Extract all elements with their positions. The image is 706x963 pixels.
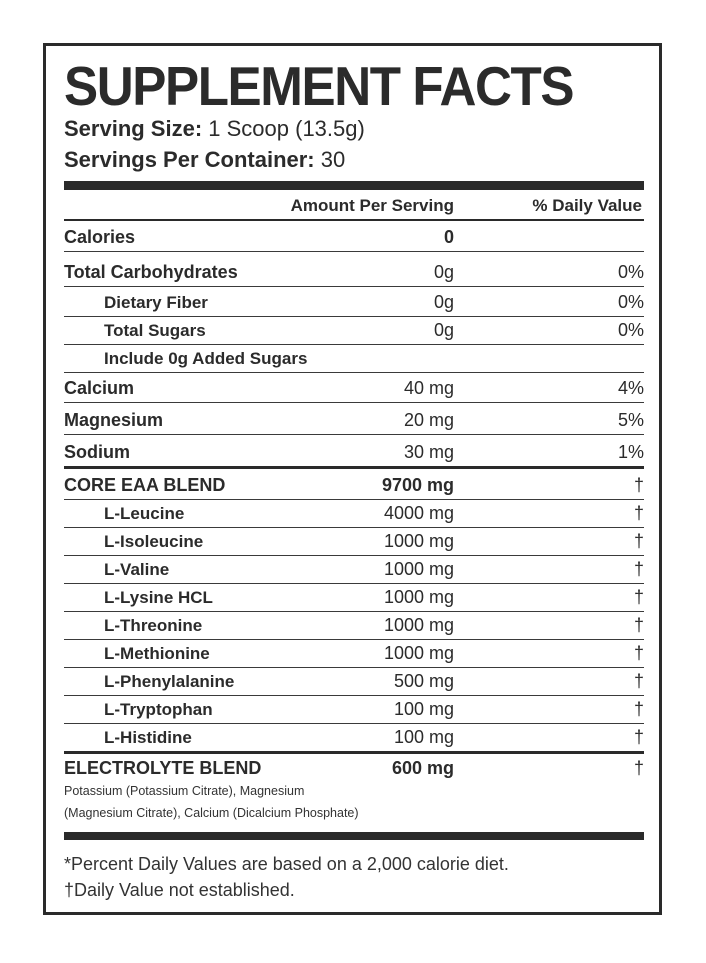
daily-value-header: % Daily Value (532, 196, 642, 215)
row-l-leucine (64, 501, 644, 528)
nutrient-dv: † (633, 503, 644, 523)
serving-size-value: 1 Scoop (13.5g) (208, 116, 365, 141)
nutrient-dv: † (633, 475, 644, 495)
nutrient-name: Sodium (64, 442, 130, 462)
row-core-eaa-blend (64, 469, 644, 500)
nutrient-dv: 0% (617, 262, 644, 282)
nutrient-amount: 30 mg (403, 442, 454, 462)
nutrient-name: Magnesium (64, 410, 164, 430)
nutrient-amount: 1000 mg (383, 531, 454, 551)
supplement-facts-panel (43, 43, 662, 915)
servings-per-container-value: 30 (320, 147, 346, 172)
nutrient-name: L-Phenylalanine (104, 672, 235, 691)
row-total-carbohydrates (64, 253, 644, 287)
nutrient-name: L-Threonine (104, 616, 203, 635)
row-dietary-fiber (64, 288, 644, 317)
row-calories (64, 221, 644, 252)
nutrient-dv: 5% (617, 410, 644, 430)
thick-divider-top (64, 181, 644, 190)
nutrient-dv: † (633, 615, 644, 635)
nutrient-dv: † (633, 699, 644, 719)
footnote-daily-values: *Percent Daily Values are based on a 2,000 calorie diet. (64, 854, 509, 874)
nutrient-amount: 100 mg (393, 699, 454, 719)
amount-header: Amount Per Serving (290, 196, 454, 215)
nutrient-dv: 0% (617, 292, 644, 312)
row-l-histidine (64, 725, 644, 754)
nutrient-amount: 4000 mg (383, 503, 454, 523)
nutrient-amount: 9700 mg (381, 475, 454, 495)
nutrient-name: L-Tryptophan (104, 700, 213, 719)
nutrient-amount: 1000 mg (383, 559, 454, 579)
row-sodium (64, 436, 644, 469)
nutrient-amount: 100 mg (393, 727, 454, 747)
nutrient-name: Include 0g Added Sugars (104, 349, 308, 368)
nutrient-amount: 500 mg (393, 671, 454, 691)
row-calcium (64, 374, 644, 403)
row-l-phenylalanine (64, 669, 644, 696)
electrolyte-detail-line-1: Potassium (Potassium Citrate), Magnesium (64, 784, 305, 798)
nutrient-amount: 40 mg (403, 378, 454, 398)
nutrient-name: L-Valine (104, 560, 170, 579)
row-l-methionine (64, 641, 644, 668)
nutrient-dv: † (633, 727, 644, 747)
row-added-sugars (64, 346, 644, 373)
nutrient-name: L-Methionine (104, 644, 210, 663)
nutrient-name: Total Sugars (104, 321, 206, 340)
servings-per-container-label: Servings Per Container: (64, 147, 315, 172)
nutrient-name: L-Lysine HCL (104, 588, 213, 607)
nutrient-name: Calcium (64, 378, 135, 398)
electrolyte-detail-line-2: (Magnesium Citrate), Calcium (Dicalcium Phosphate) (64, 806, 359, 820)
nutrient-name: Calories (64, 227, 136, 247)
nutrient-dv: 4% (617, 378, 644, 398)
nutrient-amount: 0g (433, 292, 454, 312)
nutrient-dv: † (633, 671, 644, 691)
nutrient-amount: 0 (443, 227, 454, 247)
serving-size (64, 116, 365, 142)
nutrient-dv: † (633, 587, 644, 607)
nutrient-dv: 0% (617, 320, 644, 340)
servings-per-container (64, 147, 345, 173)
nutrient-amount: 0g (433, 320, 454, 340)
nutrient-name: Dietary Fiber (104, 293, 208, 312)
nutrient-name: L-Isoleucine (104, 532, 204, 551)
row-l-threonine (64, 613, 644, 640)
nutrient-dv: † (633, 758, 644, 778)
row-electrolyte-blend (64, 754, 644, 782)
nutrient-dv: 1% (617, 442, 644, 462)
nutrient-amount: 1000 mg (383, 587, 454, 607)
row-total-sugars (64, 318, 644, 345)
row-l-valine (64, 557, 644, 584)
nutrient-amount: 1000 mg (383, 643, 454, 663)
nutrient-name: Total Carbohydrates (64, 262, 238, 282)
row-l-lysine-hcl (64, 585, 644, 612)
row-l-isoleucine (64, 529, 644, 556)
nutrient-name: CORE EAA BLEND (64, 475, 226, 495)
nutrient-name: ELECTROLYTE BLEND (64, 758, 262, 778)
nutrient-amount: 600 mg (391, 758, 454, 778)
nutrient-amount: 20 mg (403, 410, 454, 430)
footnote-not-established: †Daily Value not established. (64, 880, 295, 900)
nutrient-dv: † (633, 531, 644, 551)
nutrient-amount: 0g (433, 262, 454, 282)
panel-title: SUPPLEMENT FACTS (64, 55, 574, 117)
nutrient-name: L-Histidine (104, 728, 192, 747)
row-l-tryptophan (64, 697, 644, 724)
nutrient-name: L-Leucine (104, 504, 185, 523)
nutrient-dv: † (633, 643, 644, 663)
nutrient-dv: † (633, 559, 644, 579)
row-magnesium (64, 404, 644, 435)
nutrient-amount: 1000 mg (383, 615, 454, 635)
thick-divider-bottom (64, 832, 644, 840)
serving-size-label: Serving Size: (64, 116, 203, 141)
